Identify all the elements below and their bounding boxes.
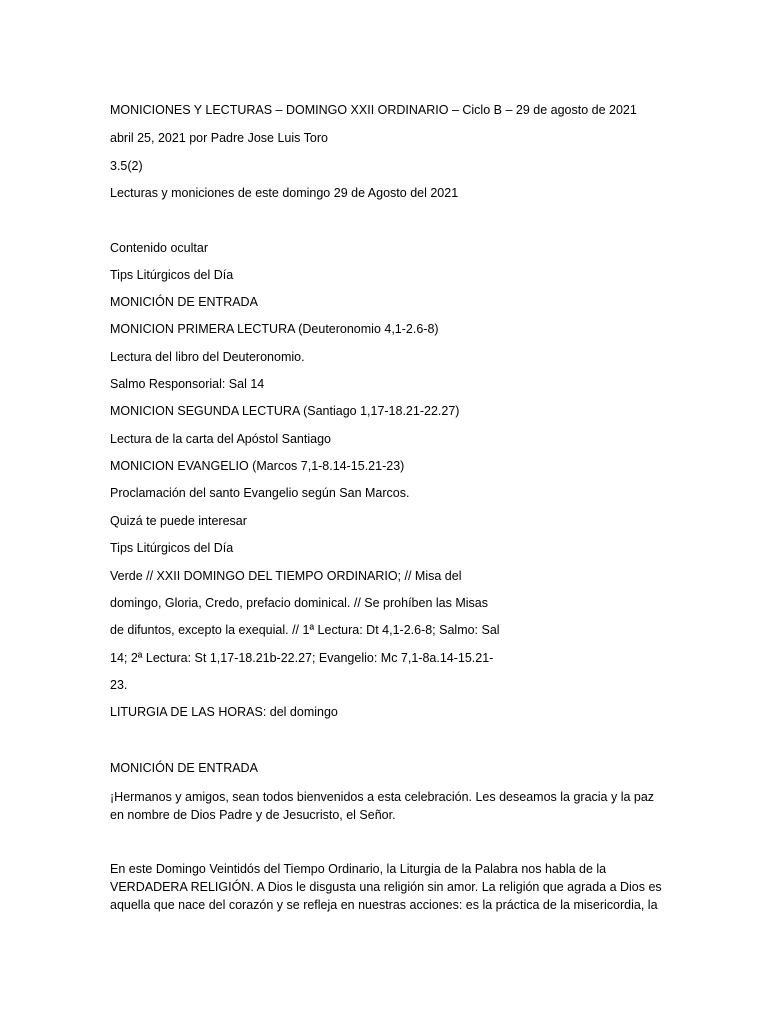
toc-item[interactable]: Proclamación del santo Evangelio según San Marcos. [110,486,410,500]
rating: 3.5(2) [110,159,143,173]
tips-line: 14; 2ª Lectura: St 1,17-18.21b-22.27; Evangelio: Mc 7,1-8a.14-15.21- [110,651,494,665]
toc-item[interactable]: Tips Litúrgicos del Día [110,268,234,282]
tips-line: 23. [110,678,128,692]
liturgy-hours: LITURGIA DE LAS HORAS: del domingo [110,705,338,719]
toc-item[interactable]: MONICIÓN DE ENTRADA [110,295,258,309]
toc-item[interactable]: MONICION EVANGELIO (Marcos 7,1-8.14-15.21-23) [110,459,405,473]
tips-heading: Tips Litúrgicos del Día [110,541,234,555]
document-title: MONICIONES Y LECTURAS – DOMINGO XXII ORDINARIO – Ciclo B – 29 de agosto de 2021 [110,103,637,117]
entrance-paragraph: ¡Hermanos y amigos, sean todos bienvenidos a esta celebración. Les deseamos la gracia y la paz en nombre de Dios Padre y de Jesucristo, el Señor. [110,790,655,822]
toc-item[interactable]: MONICION PRIMERA LECTURA (Deuteronomio 4,1-2.6-8) [110,322,439,336]
intro-line: Lecturas y moniciones de este domingo 29 de Agosto del 2021 [110,186,459,200]
tips-line: domingo, Gloria, Credo, prefacio dominical. // Se prohíben las Misas [110,596,488,610]
byline: abril 25, 2021 por Padre Jose Luis Toro [110,131,328,145]
toc-item[interactable]: Lectura del libro del Deuteronomio. [110,350,305,364]
toc-header[interactable]: Contenido ocultar [110,241,208,255]
toc-item[interactable]: Salmo Responsorial: Sal 14 [110,377,265,391]
toc-item[interactable]: Lectura de la carta del Apóstol Santiago [110,432,331,446]
entrance-paragraph: En este Domingo Veintidós del Tiempo Ordinario, la Liturgia de la Palabra nos habla de la VERDADERA RELIGIÓN. A Dios le disgusta una religión sin amor. La religión que agrada a Dios es aquella que nace del corazón y se refleja en nuestras acciones: es la práctica de la misericordia, la [110,862,662,912]
entrance-heading: MONICIÓN DE ENTRADA [110,761,258,775]
toc-item[interactable]: MONICION SEGUNDA LECTURA (Santiago 1,17-18.21-22.27) [110,404,460,418]
tips-line: Verde // XXII DOMINGO DEL TIEMPO ORDINARIO; // Misa del [110,569,462,583]
tips-line: de difuntos, excepto la exequial. // 1ª Lectura: Dt 4,1-2.6-8; Salmo: Sal [110,623,500,637]
toc-item[interactable]: Quizá te puede interesar [110,514,247,528]
